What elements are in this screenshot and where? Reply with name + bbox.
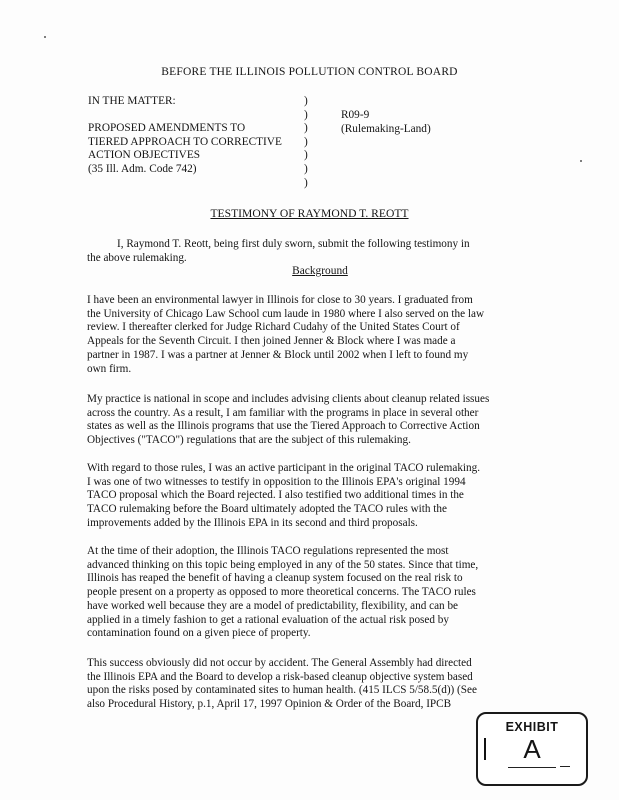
paragraph-line: At the time of their adoption, the Illinois TACO regulations represented the most bbox=[87, 545, 449, 557]
caption-line: (35 Ill. Adm. Code 742) bbox=[88, 162, 197, 175]
background-heading: Background bbox=[292, 265, 348, 277]
paragraph-line: also Procedural History, p.1, April 17, 1997 Opinion & Order of the Board, IPCB bbox=[87, 698, 452, 711]
case-caption bbox=[88, 95, 282, 177]
intro-line: the above rulemaking. bbox=[87, 251, 187, 264]
caption-line bbox=[88, 109, 282, 123]
caption-paren: ) bbox=[304, 149, 308, 162]
exhibit-label: EXHIBIT bbox=[505, 720, 559, 734]
paragraph-line: applied in a timely fashion to get a rational evaluation of the actual risk posed by bbox=[87, 613, 449, 626]
testimony-title: TESTIMONY OF RAYMOND T. REOTT bbox=[210, 207, 409, 220]
scan-speck bbox=[44, 36, 46, 38]
caption-paren: ) bbox=[304, 176, 308, 189]
paragraph-line: the Illinois EPA and the Board to develop a risk-based cleanup objective system based bbox=[87, 670, 473, 683]
intro-paragraph bbox=[87, 238, 527, 265]
exhibit-sticker bbox=[476, 712, 588, 786]
paragraph-line: My practice is national in scope and includes advising clients about cleanup related issues bbox=[87, 393, 490, 405]
paragraph-success bbox=[87, 657, 527, 712]
paragraph-line: This success obviously did not occur by accident. The General Assembly had directed bbox=[87, 657, 472, 669]
paragraph-line: partner in 1987. I was a partner at Jenner & Block until 2002 when I left to found my bbox=[87, 348, 469, 361]
paragraph-line: have worked well because they are a model of predictability, flexibility, and can be bbox=[87, 599, 459, 612]
paragraph-line: Appeals for the Seventh Circuit. I then joined Jenner & Block where I was made a bbox=[87, 335, 456, 348]
paragraph-line: advanced thinking on this topic being employed in any of the 50 states. Since that time, bbox=[87, 558, 479, 571]
paragraph-line: TACO proposal which the Board rejected. I also testified two additional times in the bbox=[87, 489, 464, 502]
board-title: BEFORE THE ILLINOIS POLLUTION CONTROL BOARD bbox=[161, 66, 458, 78]
intro-line: I, Raymond T. Reott, being first duly sworn, submit the following testimony in bbox=[117, 238, 470, 250]
caption-parentheses bbox=[304, 95, 308, 190]
paragraph-practice bbox=[87, 393, 527, 448]
exhibit-underline bbox=[508, 767, 556, 768]
exhibit-dash bbox=[560, 766, 570, 767]
paragraph-line: I was one of two witnesses to testify in opposition to the Illinois EPA's original 1994 bbox=[87, 475, 466, 488]
paragraph-career bbox=[87, 294, 527, 376]
paragraph-taco-adoption bbox=[87, 545, 527, 641]
caption-paren: ) bbox=[304, 162, 308, 175]
paragraph-line: own firm. bbox=[87, 362, 132, 375]
docket-number: R09-9 bbox=[341, 109, 370, 121]
caption-line: IN THE MATTER: bbox=[88, 95, 176, 107]
caption-paren: ) bbox=[304, 108, 308, 121]
docket-info bbox=[341, 109, 431, 136]
paragraph-line: With regard to those rules, I was an active participant in the original TACO rulemaking. bbox=[87, 462, 481, 474]
paragraph-line: improvements added by the Illinois EPA in its second and third proposals. bbox=[87, 516, 418, 529]
paragraph-line: contamination found on a given piece of property. bbox=[87, 627, 311, 640]
scan-speck bbox=[580, 160, 582, 162]
caption-line: TIERED APPROACH TO CORRECTIVE bbox=[88, 135, 282, 148]
caption-line: PROPOSED AMENDMENTS TO bbox=[88, 122, 246, 135]
exhibit-letter: A bbox=[523, 734, 541, 764]
paragraph-line: Objectives ("TACO") regulations that are the subject of this rulemaking. bbox=[87, 434, 411, 447]
paragraph-line: review. I thereafter clerked for Judge Richard Cudahy of the United States Court of bbox=[87, 321, 460, 334]
paragraph-line: Illinois has reaped the benefit of having a cleanup system focused on the real risk to bbox=[87, 572, 463, 585]
paragraph-line: states as well as the Illinois programs that use the Tiered Approach to Corrective Action bbox=[87, 420, 480, 433]
paragraph-line: upon the risks posed by contaminated sites to human health. (415 ILCS 5/58.5(d)) (See bbox=[87, 684, 477, 697]
caption-paren: ) bbox=[304, 122, 308, 135]
caption-line: ACTION OBJECTIVES bbox=[88, 149, 201, 162]
paragraph-line: TACO rulemaking before the Board ultimately adopted the TACO rules with the bbox=[87, 503, 447, 516]
paragraph-line: the University of Chicago Law School cum laude in 1980 where I also served on the law bbox=[87, 307, 485, 320]
paragraph-line: people present on a property as opposed to more theoretical concerns. The TACO rules bbox=[87, 586, 476, 599]
paragraph-taco-participation bbox=[87, 462, 527, 531]
paragraph-line: across the country. As a result, I am familiar with the programs in place in several other bbox=[87, 406, 479, 419]
caption-paren: ) bbox=[304, 135, 308, 148]
caption-paren: ) bbox=[304, 95, 308, 107]
docket-type: (Rulemaking-Land) bbox=[341, 122, 431, 135]
paragraph-line: I have been an environmental lawyer in Illinois for close to 30 years. I graduated from bbox=[87, 294, 473, 306]
